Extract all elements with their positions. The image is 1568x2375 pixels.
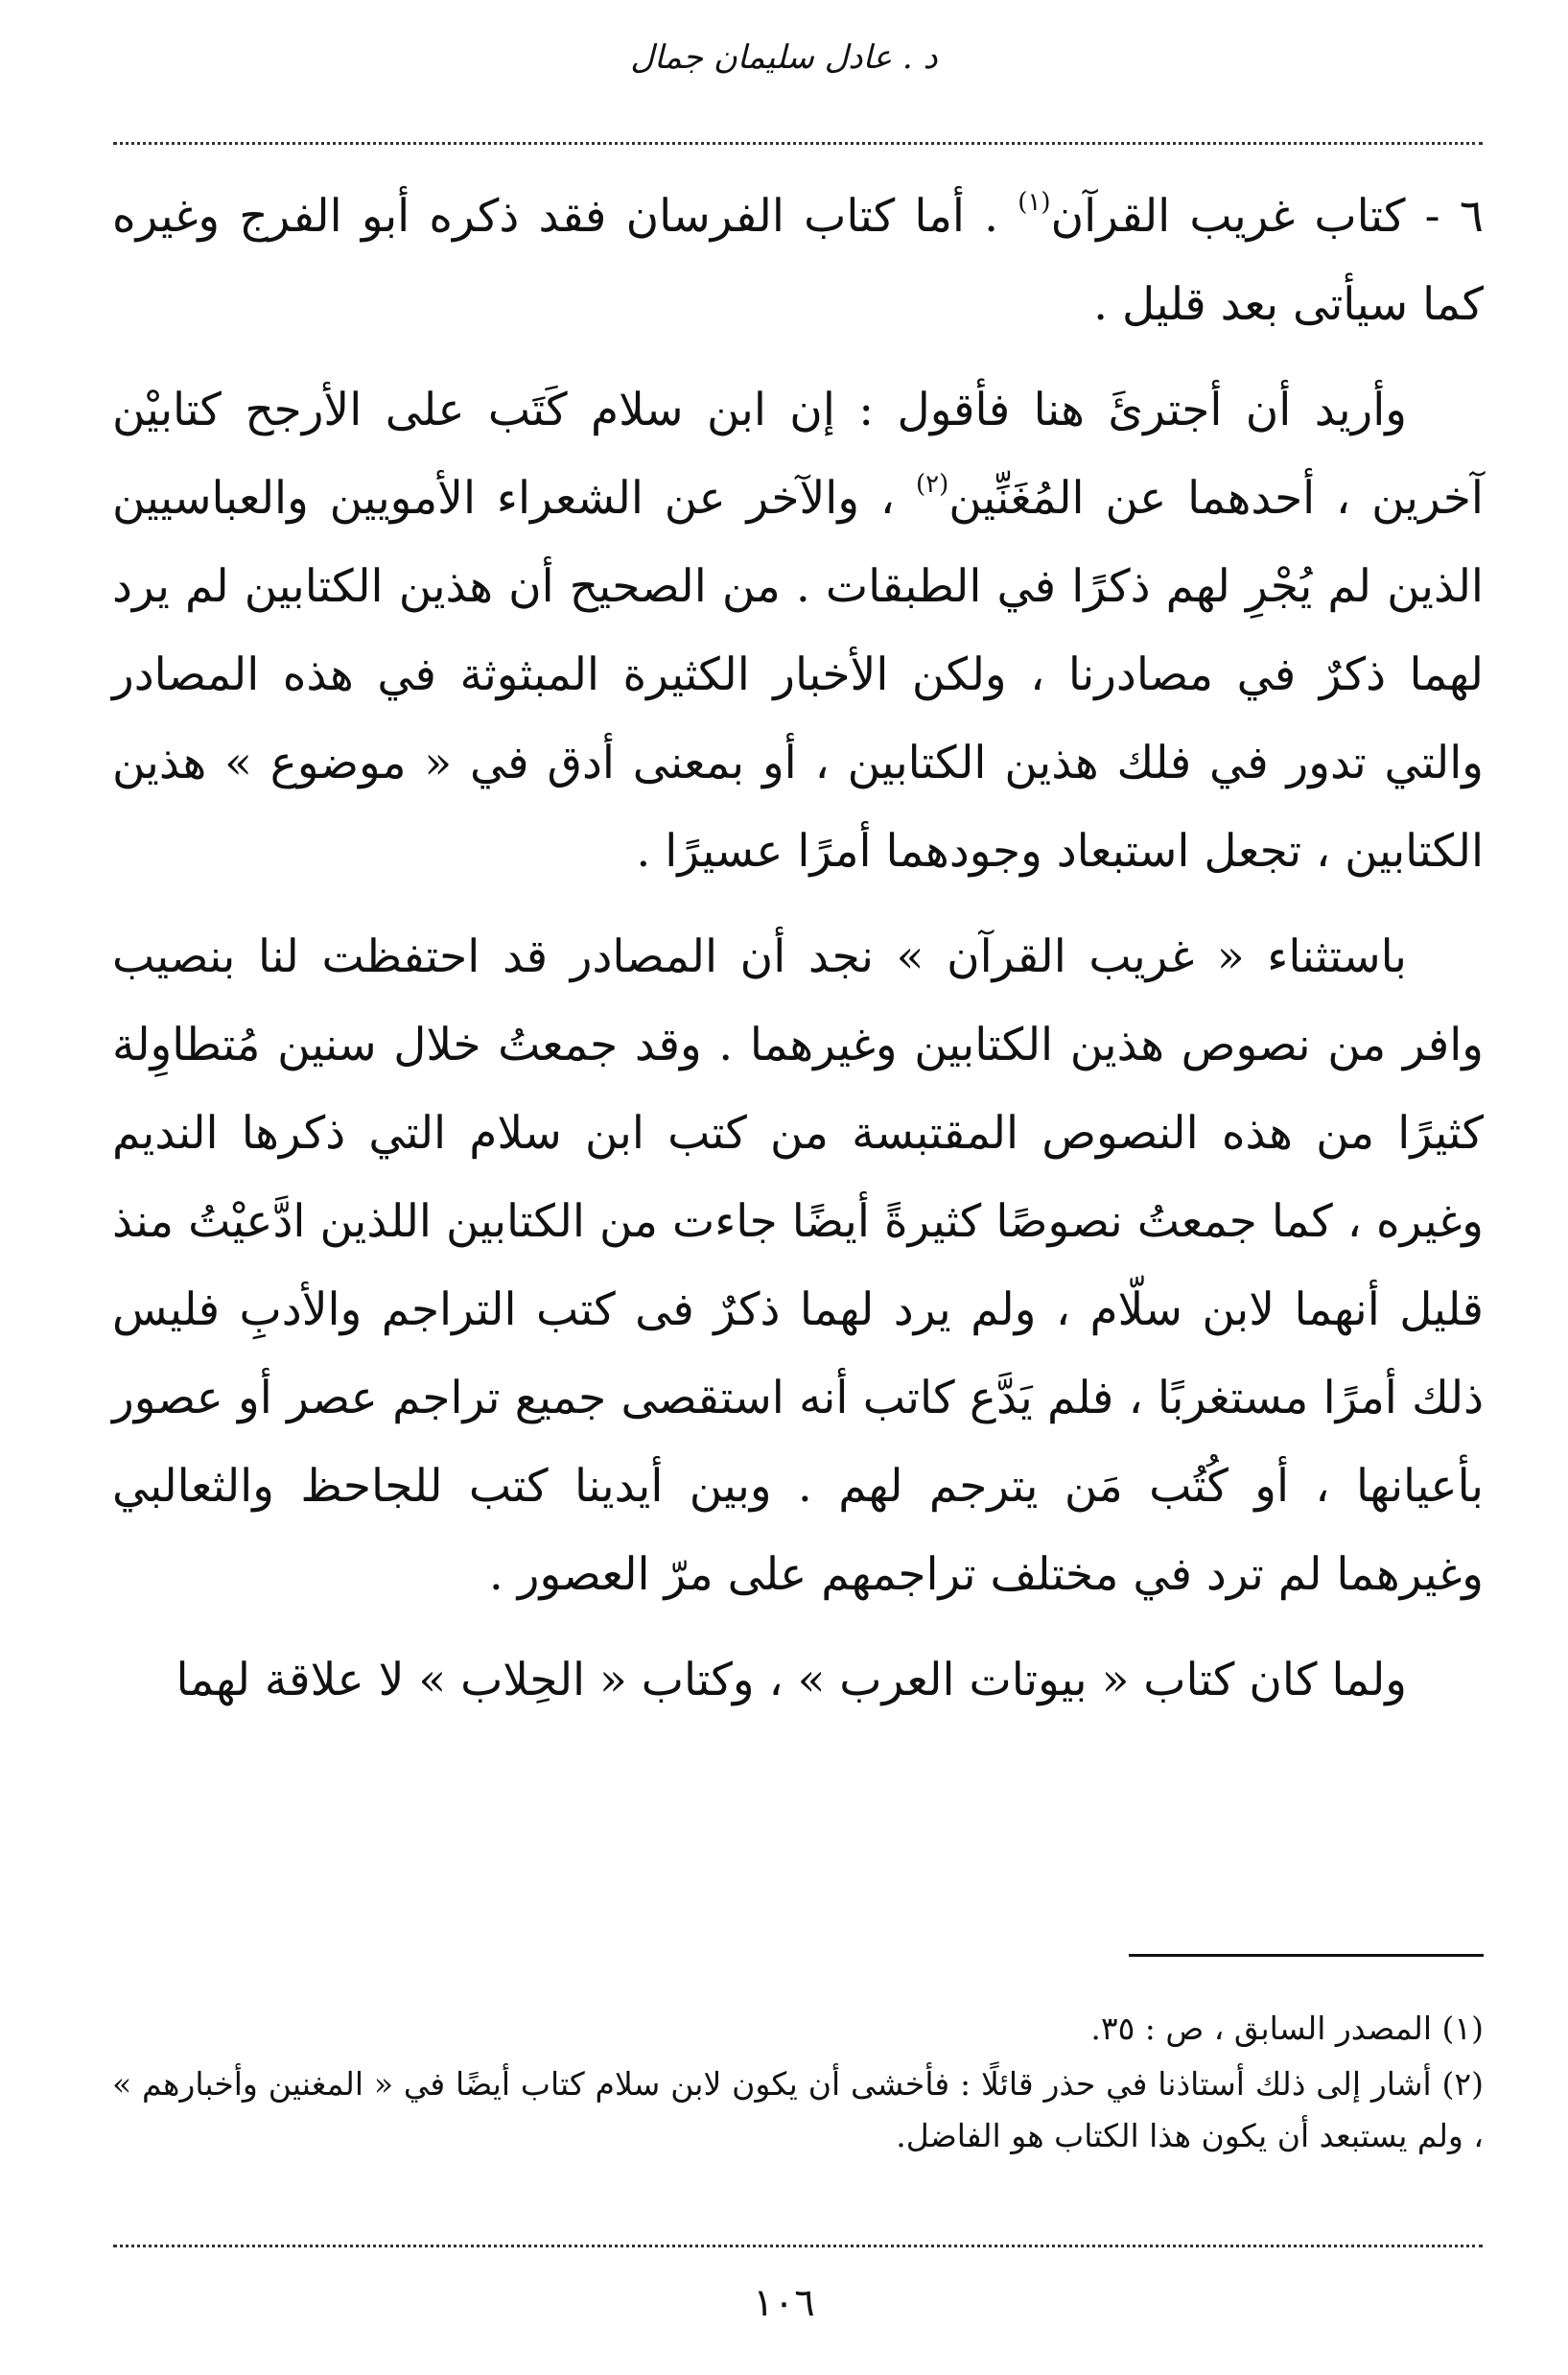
running-head: د . عادل سليمان جمال: [630, 38, 938, 77]
footnote-2: (٢) أشار إلى ذلك أستاذنا في حذر قائلًا : فأخشى أن يكون لابن سلام كتاب أيضًا في « المغنين وأخبارهم » ، ولم يستبعد أن يكون هذا الكتاب هو الفاضل.: [112, 2065, 1484, 2154]
paragraph-3: باستثناء « غريب القرآن » نجد أن المصادر قد احتفظت لنا بنصيب وافر من نصوص هذين الكتابين وغيرهما . وقد جمعتُ خلال سنين مُتطاوِلة كثيرًا من هذه النصوص المقتبسة من كتب ابن سلام التي ذكرها النديم وغيره ، كما جمعتُ نصوصًا كثيرةً أيضًا جاءت من الكتابين اللذين ادَّعيْتُ منذ قليل أنهما لابن سلّام ، ولم يرد لهما ذكرٌ فى كتب التراجم والأدبِ فليس ذلك أمرًا مستغربًا ، فلم يَدَّع كاتب أنه استقصى جميع تراجم عصر أو عصور بأعيانها ، أو كُتُب مَن يترجم لهم . وبين أيدينا كتب للجاحظ والثعالبي وغيرهما لم ترد في مختلف تراجمهم على مرّ العصور .: [112, 930, 1484, 1601]
page-number: ١٠٦: [753, 2281, 815, 2325]
paragraph-1-text-a: ٦ - كتاب غريب القرآن: [1050, 190, 1484, 243]
main-text: [112, 173, 1484, 1742]
paragraph-2-text-a: وأريد أن أجترئَ هنا فأقول : إن ابن سلام كَتَب على الأرجح كتابيْن آخرين ، أحدهما عن المُغَنِّين: [112, 384, 1484, 525]
paragraph-4: ولما كان كتاب « بيوتات العرب » ، وكتاب « الحِلاب » لا علاقة لهما: [176, 1654, 1407, 1706]
paragraph-2: [112, 366, 1484, 896]
footnote-rule: [1129, 1954, 1484, 1957]
paragraph-1: [112, 173, 1484, 349]
footnote-1: (١) المصدر السابق ، ص : ٣٥.: [1090, 2010, 1484, 2047]
paragraph-2-text-b: ، والآخر عن الشعراء الأمويين والعباسيين الذين لم يُجْرِ لهم ذكرًا في الطبقات . من الصحيح أن هذين الكتابين لم يرد لهما ذكرٌ في مصادرنا ، ولكن الأخبار الكثيرة المبثوثة في هذه المصادر والتي تدور في فلك هذين الكتابين ، أو بمعنى أدق في « موضوع » هذين الكتابين ، تجعل استبعاد وجودهما أمرًا عسيرًا .: [112, 472, 1484, 878]
paragraph-1-text-b: . أما كتاب الفرسان فقد ذكره أبو الفرج وغيره كما سيأتى بعد قليل .: [112, 190, 1484, 331]
footnote-ref-2: (٢): [915, 470, 949, 499]
footer-rule: [113, 2245, 1483, 2247]
footnotes: [112, 2003, 1484, 2166]
footnote-ref-1: (١): [1018, 188, 1051, 217]
header-rule: [113, 142, 1483, 145]
